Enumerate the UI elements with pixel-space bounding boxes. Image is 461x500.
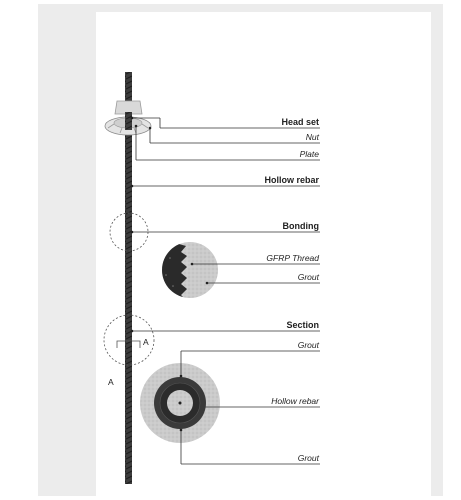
- grout-section-bottom-label: Grout: [297, 453, 319, 463]
- gfrp-thread-label: GFRP Thread: [266, 253, 319, 263]
- section-label: Section: [286, 320, 319, 330]
- bonding-label: Bonding: [282, 221, 319, 231]
- bonding-magnified-view: [160, 240, 218, 302]
- hollow-rebar-section-label: Hollow rebar: [271, 396, 319, 406]
- section-marker-right: A: [143, 337, 149, 347]
- nut-label: Nut: [305, 132, 319, 142]
- grout-bonding-label: Grout: [297, 272, 319, 282]
- hollow-rebar-label: Hollow rebar: [264, 175, 319, 185]
- section-marker-left: A: [108, 377, 114, 387]
- plate-label: Plate: [299, 149, 319, 159]
- grout-section-top-label: Grout: [297, 340, 319, 350]
- head-set-label: Head set: [281, 117, 319, 127]
